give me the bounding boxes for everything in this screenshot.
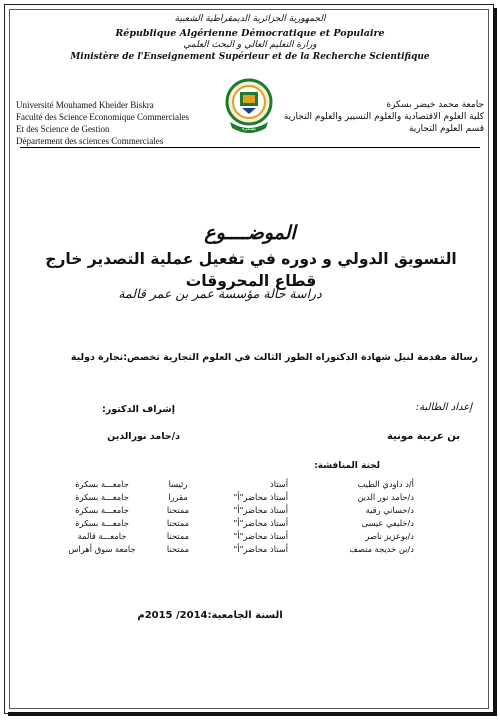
committee-member-name: د/حساني رقية	[365, 505, 414, 515]
university-logo-icon	[222, 78, 276, 138]
faculty-name-fr: Faculté des Science Economique Commerciales	[16, 112, 189, 122]
degree-statement: رسالة مقدمة لنيل شهادة الدكتوراه الطور الثالث في العلوم التجارية تخصص:تجارة دولية	[70, 352, 478, 363]
republic-french: République Algérienne Démocratique et Populaire	[115, 28, 385, 39]
university-block-arabic	[278, 99, 484, 135]
committee-member-role: ممتحنا	[166, 518, 190, 528]
committee-member-rank: أستاذ محاضر"أ"	[233, 544, 288, 554]
ministry-arabic: وزارة التعليم العالي و البحث العلمي	[183, 40, 317, 50]
committee-row	[0, 544, 500, 555]
academic-year: السنة الجامعية:2014/ 2015م	[137, 610, 283, 621]
subject-label: الموضــــوع	[204, 222, 296, 244]
committee-member-name: د/بن خديجة منصف	[349, 544, 414, 554]
committee-label: لجنة المناقشة:	[314, 461, 380, 471]
committee-member-role: رئيسا	[168, 479, 188, 489]
committee-member-rank: أستاذ	[270, 479, 288, 489]
committee-member-name: د/بوعزيز ناصر	[365, 531, 414, 541]
committee-member-role: ممتحنا	[166, 544, 190, 554]
committee-member-university: جامعـــة بسكرة	[75, 505, 129, 515]
committee-member-role: ممتحنا	[166, 531, 190, 541]
thesis-title: التسويق الدولي و دوره في تفعيل عملية التصدير خارج قطاع المحروقات	[45, 250, 457, 290]
committee-member-rank: أستاذ محاضر"أ"	[233, 531, 288, 541]
republic-arabic: الجمهورية الجزائرية الديمقراطية الشعبية	[174, 14, 326, 24]
committee-member-university: جامعـــة بسكرة	[75, 518, 129, 528]
committee-member-rank: أستاذ محاضر"أ"	[233, 492, 288, 502]
case-study-subtitle: دراسة حالة مؤسسة عمر بن عمر قالمة	[118, 286, 322, 301]
university-name-fr: Université Mouhamed Kheider Biskra	[16, 100, 154, 110]
page-shadow-bottom	[8, 712, 497, 716]
university-block-french	[16, 99, 221, 147]
committee-row	[0, 531, 500, 542]
student-label: إعداد الطالبة:	[415, 402, 472, 413]
committee-row	[0, 492, 500, 503]
committee-member-role: مقررا	[168, 492, 188, 502]
committee-member-university: جامعـــة بسكرة	[75, 479, 129, 489]
svg-text:بسكرة: بسكرة	[242, 126, 256, 132]
committee-member-role: ممتحنا	[166, 505, 190, 515]
ministry-french: Ministère de l'Enseignement Supérieur et de la Recherche Scientifique	[70, 52, 430, 62]
page-shadow-right	[493, 8, 497, 715]
committee-member-university: جامعـــة بسكرة	[75, 492, 129, 502]
student-name: بن عربية مونية	[386, 431, 460, 442]
committee-member-rank: أستاذ محاضر"أ"	[233, 505, 288, 515]
committee-member-rank: أستاذ محاضر"أ"	[233, 518, 288, 528]
committee-member-university: جامعـــة قالمة	[77, 531, 127, 541]
committee-row	[0, 479, 500, 490]
committee-member-name: أ/د داودي الطيب	[357, 479, 414, 489]
university-name-ar: جامعة محمد خيضر بسكرة	[386, 100, 484, 110]
department-name-ar: قسم العلوم التجارية	[408, 124, 484, 134]
committee-row	[0, 505, 500, 516]
faculty-name-fr-2: Et des Science de Gestion	[16, 124, 110, 134]
faculty-name-ar: كلية العلوم الاقتصادية والعلوم التسيير والعلوم التجارية	[283, 112, 484, 122]
committee-member-university: جامعة سوق أهراس	[68, 544, 136, 554]
committee-row	[0, 518, 500, 529]
supervisor-label: إشراف الدكتور:	[101, 404, 175, 415]
department-name-fr: Département des sciences Commerciales	[16, 136, 164, 146]
header-divider	[20, 147, 480, 148]
committee-member-name: د/حامد نور الدين	[357, 492, 414, 502]
committee-member-name: د/خليفي عيسى	[361, 518, 414, 528]
supervisor-name: د/حامد نورالدين	[107, 431, 180, 442]
